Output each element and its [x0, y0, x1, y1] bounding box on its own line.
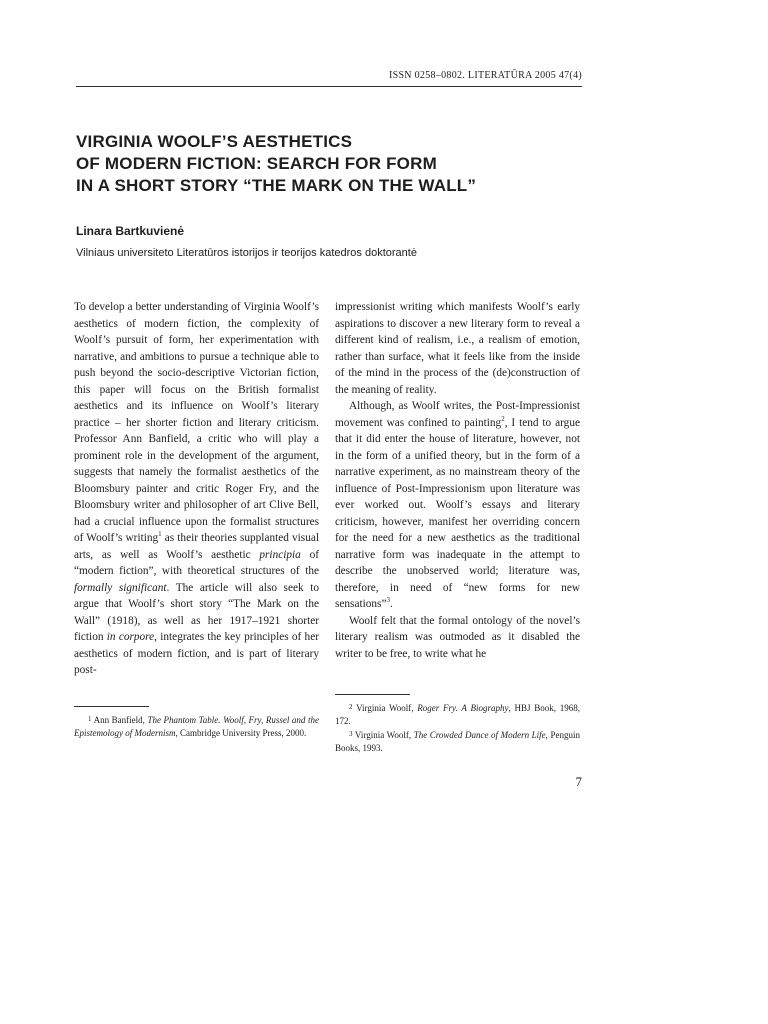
page-number: 7 — [575, 774, 582, 789]
footnote-ref: 2 — [501, 414, 505, 423]
author-affiliation: Vilniaus universiteto Literatūros istorijos ir teorijos katedros doktorantė — [76, 247, 417, 259]
body-paragraph: impressionist writing which manifests Woolf’s early aspirations to discover a new literary form to reveal a different kind of realism, i.e., a realism of emotion, rather than surface, what it feels like from the inside of the mind in the process of the (de)construction of the meaning of reality. — [335, 301, 580, 396]
article-title — [76, 131, 582, 197]
title-line: VIRGINIA WOOLF’S AESTHETICS — [76, 132, 353, 151]
body-paragraph: To develop a better understanding of Virginia Woolf’s aesthetics of modern fiction, the complexity of Woolf’s pursuit of form, her experimentation with narrative, and ambitions to pursue a technique able to push beyond the socio-descriptive Victorian fiction, this paper will focus on the British formalist aesthetics and its influence on Woolf’s literary practice – her shorter fiction and literary criticism. Professor Ann Banfield, a critic who will play a prominent role in the development of the argument, suggests that namely the formalist aesthetics of the Bloomsbury painter and critic Roger Fry, and the Bloomsbury writer and philosopher of art Clive Bell, had a crucial influence upon the formalist structures of Woolf’s writing$^1$ as their theories supplanted visual arts, as well as Woolf’s aesthetic principia of “modern fiction”, with theoretical structures of the formally significant. The article will also seek to argue that Woolf’s short story “The Mark on the Wall” (1918), as well as her 1917–1921 shorter fiction in corpore, integrates the key principles of her aesthetics of modern fiction, and is part of literary post- — [74, 301, 319, 676]
body-column-left — [74, 299, 319, 679]
footnote-ref: 1 — [158, 530, 162, 539]
title-line: OF MODERN FICTION: SEARCH FOR FORM — [76, 154, 437, 173]
header-rule — [76, 86, 582, 87]
footnote: $^2$ Virginia Woolf, Roger Fry. A Biography, HBJ Book, 1968, 172. — [335, 703, 580, 726]
body-paragraph: Although, as Woolf writes, the Post-Impressionist movement was confined to painting$^2$, I tend to argue that it did enter the house of literature, however, not in the form of a unified theory, but in the form of a narrative experiment, as no mainstream theory of the influence of Post-Impressionism upon literature was ever worked out. Woolf’s essays and literary criticism, however, manifest her overriding concern for the need for a new aesthetics as the traditional narrative form was inadequate in the attempt to describe the unobserved world; literature was, therefore, in need of “new forms for new sensations”$^3$. — [335, 400, 580, 610]
footnote: $^3$ Virginia Woolf, The Crowded Dance of Modern Life, Penguin Books, 1993. — [335, 730, 580, 753]
footnotes-left — [74, 713, 319, 740]
body-paragraph: Woolf felt that the formal ontology of the novel’s literary realism was outmoded as it disabled the writer to be free, to write what he — [335, 614, 580, 660]
author-name: Linara Bartkuvienė — [76, 224, 185, 238]
footnotes-right — [335, 701, 580, 755]
footnote-rule — [335, 694, 410, 695]
footnote-ref: 3 — [386, 596, 390, 605]
body-column-right — [335, 299, 580, 662]
footnote: $^1$ Ann Banfield, The Phantom Table. Woolf, Fry, Russel and the Epistemology of Modernism, Cambridge University Press, 2000. — [74, 715, 319, 738]
title-line: IN A SHORT STORY “THE MARK ON THE WALL” — [76, 176, 477, 195]
footnote-rule — [74, 706, 149, 707]
running-head: ISSN 0258–0802. LITERATŪRA 2005 47(4) — [388, 70, 582, 81]
